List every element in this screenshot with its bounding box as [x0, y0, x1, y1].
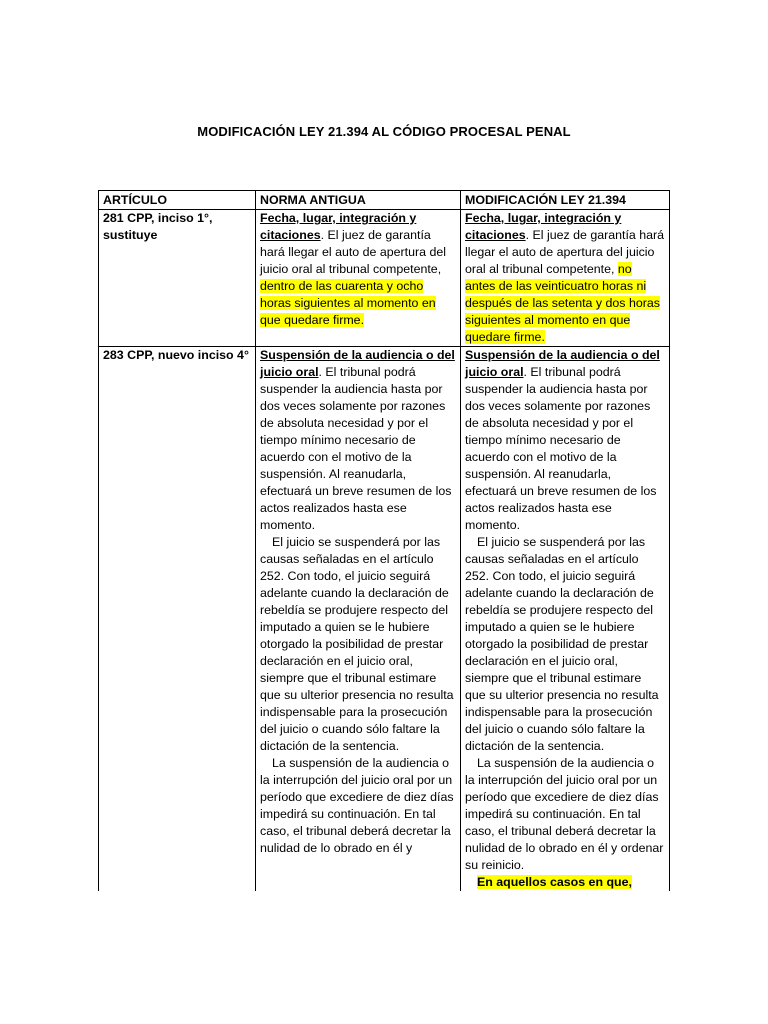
highlighted-text: no antes de las veinticuatro horas ni después de las setenta y dos horas siguientes al momento en que quedare firme.: [465, 262, 660, 344]
article-cell: 283 CPP, nuevo inciso 4°: [99, 347, 256, 892]
section-heading: Suspensión de la audiencia o del juicio oral: [260, 348, 455, 379]
section-heading: Suspensión de la audiencia o del juicio oral: [465, 348, 660, 379]
table-header-row: [99, 191, 670, 210]
body-text: . El juez de garantía hará llegar el auto de apertura del juicio oral al tribunal competente,: [465, 228, 665, 276]
new-norm-cell: [461, 210, 670, 347]
highlighted-text: dentro de las cuarenta y ocho horas siguientes al momento en que quedare firme.: [260, 279, 436, 327]
body-text: . El tribunal podrá suspender la audiencia hasta por dos veces solamente por razones de absoluta necesidad y por el tiempo mínimo necesario de acuerdo con el motivo de la suspensión. Al reanudarla, efectuará un breve resumen de los actos realizados hasta ese momento.: [260, 365, 452, 532]
header-old-norm: NORMA ANTIGUA: [256, 191, 461, 210]
section-heading: Fecha, lugar, integración y citaciones: [260, 211, 417, 242]
header-new-norm: MODIFICACIÓN LEY 21.394: [461, 191, 670, 210]
table-row: [99, 210, 670, 347]
paragraph: [260, 347, 456, 534]
header-article: ARTÍCULO: [99, 191, 256, 210]
paragraph: [465, 874, 665, 891]
section-heading: Fecha, lugar, integración y citaciones: [465, 211, 622, 242]
comparison-table: [98, 190, 670, 891]
paragraph: [465, 347, 665, 534]
table-row: [99, 347, 670, 892]
old-norm-cell: [256, 210, 461, 347]
body-text: . El juez de garantía hará llegar el auto de apertura del juicio oral al tribunal competente,: [260, 228, 446, 276]
paragraph: La suspensión de la audiencia o la interrupción del juicio oral por un período que excediere de diez días impedirá su continuación. En tal caso, el tribunal deberá decretar la nulidad de lo obrado en él y: [260, 756, 454, 855]
highlighted-text: En aquellos casos en que,: [477, 875, 632, 889]
article-cell: 281 CPP, inciso 1°, sustituye: [99, 210, 256, 347]
paragraph: El juicio se suspenderá por las causas señaladas en el artículo 252. Con todo, el juicio seguirá adelante cuando la declaración de rebeldía se produjere respecto del imputado a quien se le hubiere otorgado la posibilidad de prestar declaración en el juicio oral, siempre que el tribunal estimare que su ulterior presencia no resulta indispensable para la prosecución del juicio o cuando sólo faltare la dictación de la sentencia.: [260, 535, 454, 753]
body-text: . El tribunal podrá suspender la audiencia hasta por dos veces solamente por razones de absoluta necesidad y por el tiempo mínimo necesario de acuerdo con el motivo de la suspensión. Al reanudarla, efectuará un breve resumen de los actos realizados hasta ese momento.: [465, 365, 657, 532]
paragraph: La suspensión de la audiencia o la interrupción del juicio oral por un período que excediere de diez días impedirá su continuación. En tal caso, el tribunal deberá decretar la nulidad de lo obrado en él y ordenar su reinicio.: [465, 756, 664, 872]
new-norm-cell: [461, 347, 670, 892]
document-title: MODIFICACIÓN LEY 21.394 AL CÓDIGO PROCESAL PENAL: [197, 124, 571, 139]
old-norm-cell: [256, 347, 461, 892]
paragraph: El juicio se suspenderá por las causas señaladas en el artículo 252. Con todo, el juicio seguirá adelante cuando la declaración de rebeldía se produjere respecto del imputado a quien se le hubiere otorgado la posibilidad de prestar declaración en el juicio oral, siempre que el tribunal estimare que su ulterior presencia no resulta indispensable para la prosecución del juicio o cuando sólo faltare la dictación de la sentencia.: [465, 535, 659, 753]
